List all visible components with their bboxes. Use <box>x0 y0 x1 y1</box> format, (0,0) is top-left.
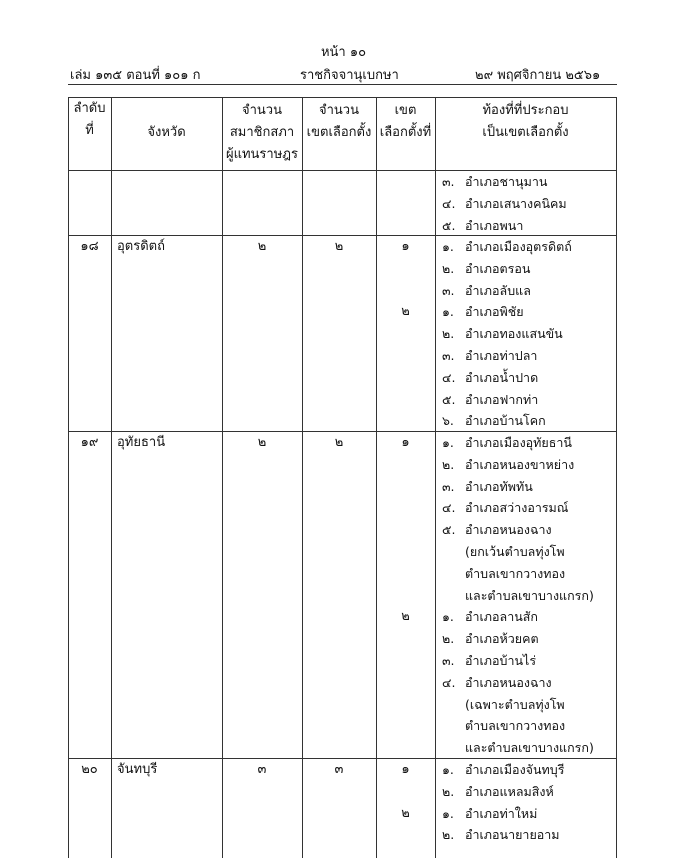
area-item-text: อำเภอเมืองอุตรดิตถ์ <box>465 239 572 254</box>
header-members: จำนวน สมาชิกสภา ผู้แทนราษฎร <box>225 103 298 162</box>
area-item-number: ๓. <box>442 653 455 668</box>
area-item-text: อำเภอทัพทัน <box>465 478 533 494</box>
column-line <box>222 98 223 858</box>
area-item <box>442 171 547 193</box>
district-number: ๒ <box>401 609 410 625</box>
row-province: อุทัยธานี <box>117 435 166 450</box>
area-item <box>442 280 531 302</box>
area-item-text: อำเภอหนองขาหย่าง <box>465 456 575 472</box>
column-line <box>111 98 112 858</box>
area-item-text: อำเภอท่าปลา <box>465 348 538 363</box>
area-item-text: อำเภอเมืองจันทบุรี <box>465 762 565 777</box>
area-item <box>442 389 538 411</box>
row-order: ๑๘ <box>80 239 99 254</box>
column-line <box>302 98 303 858</box>
area-item-text: อำเภอเสนางคนิคม <box>465 195 567 211</box>
area-item <box>442 454 574 476</box>
row-districts-count: ๒ <box>334 239 344 254</box>
area-item-text: อำเภอพิชัย <box>465 304 524 320</box>
area-item-number: ๑. <box>442 304 454 320</box>
header-district: เขต เลือกตั้งที่ <box>379 103 432 140</box>
area-item <box>442 737 594 759</box>
area-item-number: ๕. <box>442 522 456 538</box>
area-item <box>442 628 539 650</box>
area-item <box>442 215 523 237</box>
area-item-text: และตำบลเขาบางแกรก) <box>465 740 594 756</box>
area-item <box>442 497 568 519</box>
area-item <box>442 323 563 345</box>
area-item <box>442 563 565 585</box>
header-province: จังหวัด <box>147 125 186 140</box>
area-item-text: และตำบลเขาบางแกรก) <box>465 587 594 603</box>
area-item-number: ๒. <box>442 456 455 472</box>
area-item <box>442 803 537 825</box>
area-item-text: อำเภอนายายอาม <box>465 827 560 843</box>
area-item <box>442 650 536 672</box>
row-districts-count: ๓ <box>334 762 344 777</box>
header-rule <box>68 84 617 85</box>
area-item <box>442 236 572 258</box>
area-item-text: (ยกเว้นตำบลทุ่งโพ <box>465 544 565 559</box>
area-item-text: อำเภอเมืองอุทัยธานี <box>465 435 572 450</box>
area-item-text: อำเภอน้ำปาด <box>465 369 539 385</box>
area-item <box>442 759 564 781</box>
area-item <box>442 193 567 215</box>
area-item-text: ตำบลเขากวางทอง <box>465 565 566 581</box>
area-item <box>442 476 533 498</box>
area-item <box>442 432 572 454</box>
area-item-number: ๒. <box>442 827 455 843</box>
column-line <box>435 98 436 858</box>
area-item-text: อำเภอห้วยคต <box>465 631 539 647</box>
area-item-text: อำเภอพนา <box>465 217 524 233</box>
district-number: ๒ <box>401 805 410 821</box>
area-item <box>442 781 554 803</box>
area-item <box>442 519 552 541</box>
area-item-number: ๔. <box>442 369 456 385</box>
area-item-number: ๑. <box>442 239 454 254</box>
constituency-table <box>68 97 617 858</box>
area-item <box>442 345 537 367</box>
district-number: ๑ <box>401 239 410 254</box>
column-line <box>616 98 617 858</box>
area-item-number: ๓. <box>442 478 455 494</box>
district-number: ๒ <box>401 304 410 320</box>
area-item-text: ตำบลเขากวางทอง <box>465 718 566 734</box>
header-districts-count: จำนวน เขตเลือกตั้ง <box>306 103 372 140</box>
area-item <box>442 541 565 563</box>
row-province: อุตรดิตถ์ <box>117 239 165 254</box>
area-item-number: ๑. <box>442 805 454 821</box>
row-districts-count: ๒ <box>334 435 344 450</box>
area-item-number: ๔. <box>442 195 456 211</box>
area-item-text: อำเภอบ้านไร่ <box>465 653 537 668</box>
area-item-text: อำเภอลานสัก <box>465 609 538 625</box>
column-line <box>68 98 69 858</box>
area-item-number: ๕. <box>442 217 456 233</box>
row-members: ๓ <box>257 762 267 777</box>
area-item-number: ๑. <box>442 435 454 450</box>
area-item-number: ๓. <box>442 174 455 189</box>
area-item <box>442 410 546 432</box>
column-line <box>376 98 377 858</box>
area-item-number: ๖. <box>442 413 454 429</box>
volume-issue: เล่ม ๑๓๕ ตอนที่ ๑๐๑ ก <box>70 68 201 83</box>
publication-name: ราชกิจจานุเบกษา <box>300 68 399 83</box>
header-areas: ท้องที่ที่ประกอบ เป็นเขตเลือกตั้ง <box>482 103 569 140</box>
area-item-text: อำเภอท่าใหม่ <box>465 805 538 821</box>
area-item <box>442 672 552 694</box>
district-number: ๑ <box>401 762 410 777</box>
district-number: ๑ <box>401 435 410 450</box>
area-item-number: ๑. <box>442 609 454 625</box>
area-item <box>442 585 594 607</box>
area-item-text: อำเภอทองแสนขัน <box>465 326 563 342</box>
row-province: จันทบุรี <box>117 762 158 777</box>
area-item-number: ๓. <box>442 348 455 363</box>
row-order: ๒๐ <box>81 762 98 777</box>
area-item-number: ๓. <box>442 282 455 298</box>
area-item-number: ๕. <box>442 391 456 407</box>
area-item-text: อำเภอฟากท่า <box>465 391 539 407</box>
area-item-text: อำเภอสว่างอารมณ์ <box>465 500 569 516</box>
area-item-number: ๔. <box>442 500 456 516</box>
area-item-text: อำเภอชานุมาน <box>465 174 548 189</box>
header-order: ลำดับ ที่ <box>73 101 106 138</box>
area-item <box>442 715 565 737</box>
area-item <box>442 824 560 846</box>
area-item-number: ๒. <box>442 260 455 276</box>
area-item-text: อำเภอหนองฉาง <box>465 674 552 690</box>
page-number: หน้า ๑๐ <box>320 45 367 60</box>
area-item-number: ๒. <box>442 783 455 799</box>
row-members: ๒ <box>257 239 267 254</box>
area-item <box>442 694 565 716</box>
area-item <box>442 258 530 280</box>
area-item <box>442 367 538 389</box>
row-members: ๒ <box>257 435 267 450</box>
area-item-text: อำเภอลับแล <box>465 282 531 298</box>
area-item-number: ๒. <box>442 631 455 647</box>
area-item <box>442 606 538 628</box>
publication-date: ๒๙ พฤศจิกายน ๒๕๖๑ <box>475 68 601 83</box>
area-item-text: อำเภอตรอน <box>465 260 531 276</box>
area-item-text: (เฉพาะตำบลทุ่งโพ <box>465 696 565 712</box>
area-item-text: อำเภอบ้านโคก <box>465 413 546 429</box>
row-order: ๑๙ <box>80 435 99 450</box>
area-item <box>442 301 524 323</box>
area-item-text: อำเภอหนองฉาง <box>465 522 552 538</box>
area-item-number: ๔. <box>442 674 456 690</box>
area-item-text: อำเภอแหลมสิงห์ <box>465 783 554 799</box>
area-item-number: ๒. <box>442 326 455 342</box>
area-item-number: ๑. <box>442 762 454 777</box>
